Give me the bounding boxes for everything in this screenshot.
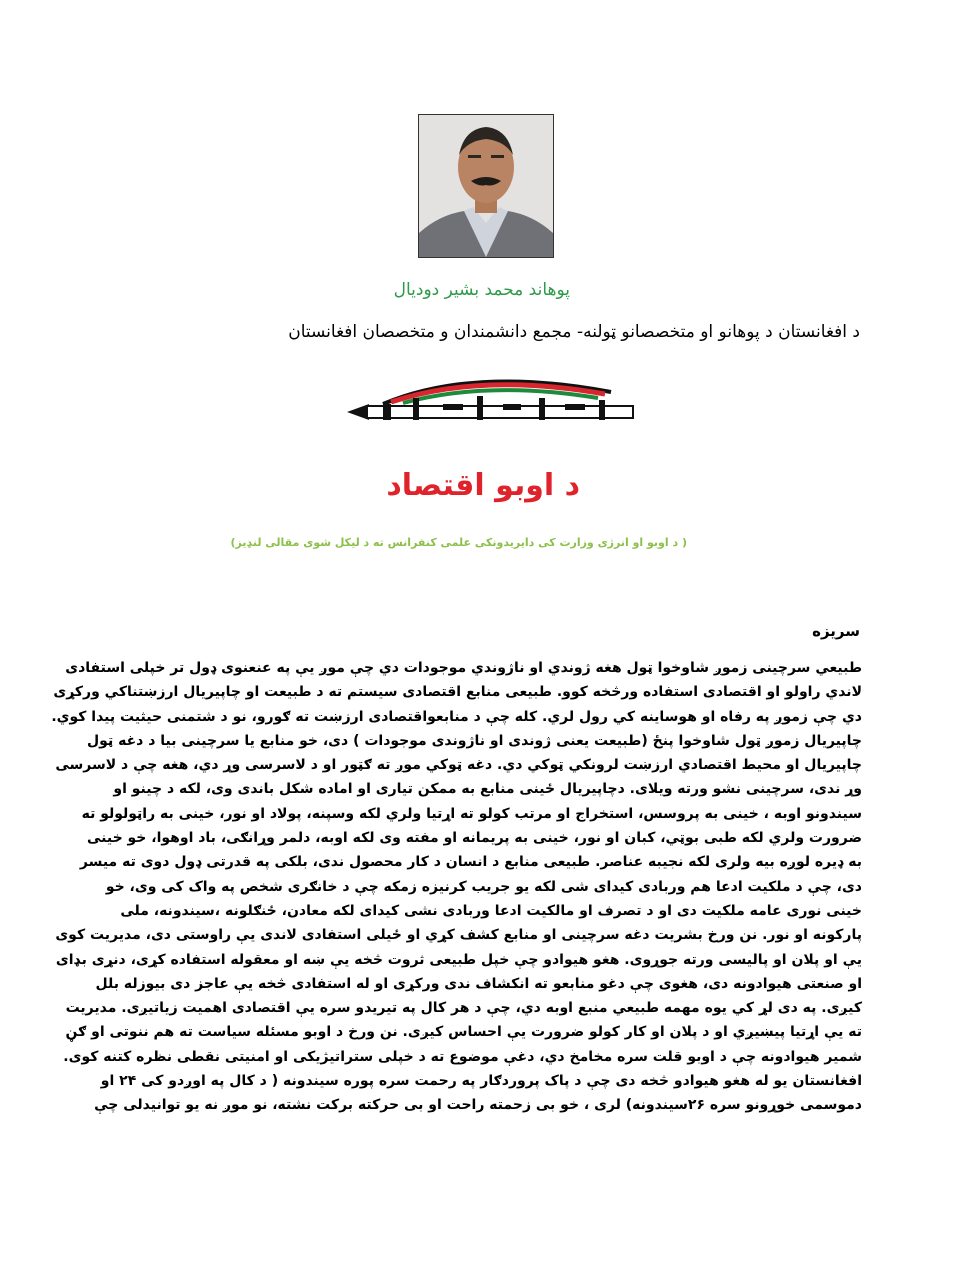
- association-name: د افغانستان د پوهانو او متخصصانو ټولنه- مجمع دانشمندان و متخصصان افغانستان: [288, 322, 860, 342]
- body-line: شمير هيوادونه چې د اوبو قلت سره مخامخ دي، دغې موضوع ته د خپلی ستراتيژيکی او امنيتی نقطی نظره کتنه کوی.: [63, 1048, 862, 1065]
- body-line: ضرورت ولري لکه طبی بوټي، کبان او نور، خينی به پريمانه او مفته وی لکه اوبه، دلمر وړانګی، باد اوهوا، خو خينی: [86, 830, 862, 847]
- body-line: چاپيريال او محيط اقتصادي ارزښت لرونکي ټوکي دي. دغه ټوکي موږ ته ګټور او د لاسرسی وړ دي، هغه چې د لاسرسی: [55, 757, 862, 774]
- body-line: وړ ندی، سرچينی نشو ورته ويلای. دچاپيريال ځينی منابع به ممکن تياری او اماده شکل باندی وی، لکه د چينو او: [113, 781, 862, 798]
- article-body: [51, 656, 862, 1118]
- body-line: افغانستان يو له هغو هيوادو څخه دی چې د پاک پروردګار په رحمت سره پوره سيندونه ( د کال په اوږدو کی ۲۴ او: [100, 1073, 862, 1090]
- body-line: يې او پلان او پاليسی ورته جوړوی. هغو هيوادو چې خپل طبيعی ثروت څخه يې ښه او معقوله استفاده کړی، دنړی بډای: [55, 951, 862, 968]
- body-line: دی، چې د ملکيت ادعا هم وربادی کيدای شی لکه يو جريب کرنيزه زمکه چې د خانګری شخص په واک کی وی، خو: [105, 878, 862, 895]
- section-heading: سريزه: [812, 622, 860, 640]
- body-line: طبیعي سرچینی زموږ شاوخوا ټول هغه ژوندي او ناژوندي موجودات دي چې موږ يې په عنعنوی ډول تر خپلی استفادی: [65, 660, 862, 676]
- body-line: ته يې اړتيا پيښيږي او د پلان او کار کولو ضرورت يې احساس کيږی. نن ورخ د اوبو مسئله سياست ته هم ننوتی او ګڼ: [65, 1024, 862, 1041]
- body-line: به ډيره لوږه بيه ولری لکه نجيبه عناصر. طبيعی منابع د انسان د کار محصول ندی، بلکی په قدرتی ډول دوی ته ميسر: [79, 854, 862, 871]
- body-line: چاپيريال زموږ ټول شاوخوا پنځ (طبيعت يعنی ژوندی او ناژوندی موجودات ) دی، خو منابع يا سرچينی بيا د دغه ټول: [87, 732, 862, 749]
- organization-logo: [343, 370, 637, 430]
- body-line: او صنعتی هيوادونه دی، هغوی چې دغو منابعو ته انکشاف ندی ورکړی او له استفادی څخه يې عاجز دی بيوزله بلل: [95, 975, 862, 992]
- body-line: دموسمی خوړونو سره ۲۶سيندونه) لری ، خو بی زحمته راحت او بی حرکته برکت نشته، نو موږ نه يو توانيدلی چې: [94, 1097, 862, 1114]
- body-line: سيندونو اوبه ، خينی به پروسس، استخراج او مرتب کولو ته اړتيا ولري لکه وسپنه، پولاد او نور، خينی به راټولولو ته: [81, 805, 862, 822]
- author-name: پوهاند محمد بشیر دودیال: [393, 280, 570, 300]
- author-portrait-image: [419, 115, 553, 257]
- article-title: د اوبو اقتصاد: [386, 468, 580, 503]
- body-line: کيږی. په دی لړ کي يوه مهمه طبيعي منبع اوبه دي، چې د هر کال په تيريدو سره يې اقتصادی اهميت زياتيږی. مديريت: [65, 1000, 862, 1017]
- article-subtitle: ( د اوبو او انرژی وزارت کی دايريدونکی علمی کنفرانس ته د ليکل شوی مقالی لنډيز): [230, 536, 687, 549]
- body-line: دي چې زموږ په رفاه او هوساينه کي رول لري. کله چې د منابعواقتصادی ارزښت ته ګورو، نو د شتمنی حيثيت پيدا کوي.: [51, 708, 862, 725]
- body-line: پارکونه او نور. نن ورخ بشريت دغه سرچينی او منابع کشف کړي او ځيلی استفادی لاندی يې راوستی دی، مديريت کوی: [55, 927, 862, 944]
- body-line: لاندي راولو او اقتصادی استفاده ورڅخه کوو. طبيعی منابع اقتصادی سيستم ته د طبيعت او چاپيريال ارزښتناکي ورکړی: [53, 684, 862, 701]
- author-photo: [418, 114, 554, 258]
- body-line: خينی نوری عامه ملکيت دی او د تصرف او مالکيت ادعا وربادی نشی کيدای لکه معادن، ځنګلونه ،سيندونه، ملی: [120, 902, 862, 919]
